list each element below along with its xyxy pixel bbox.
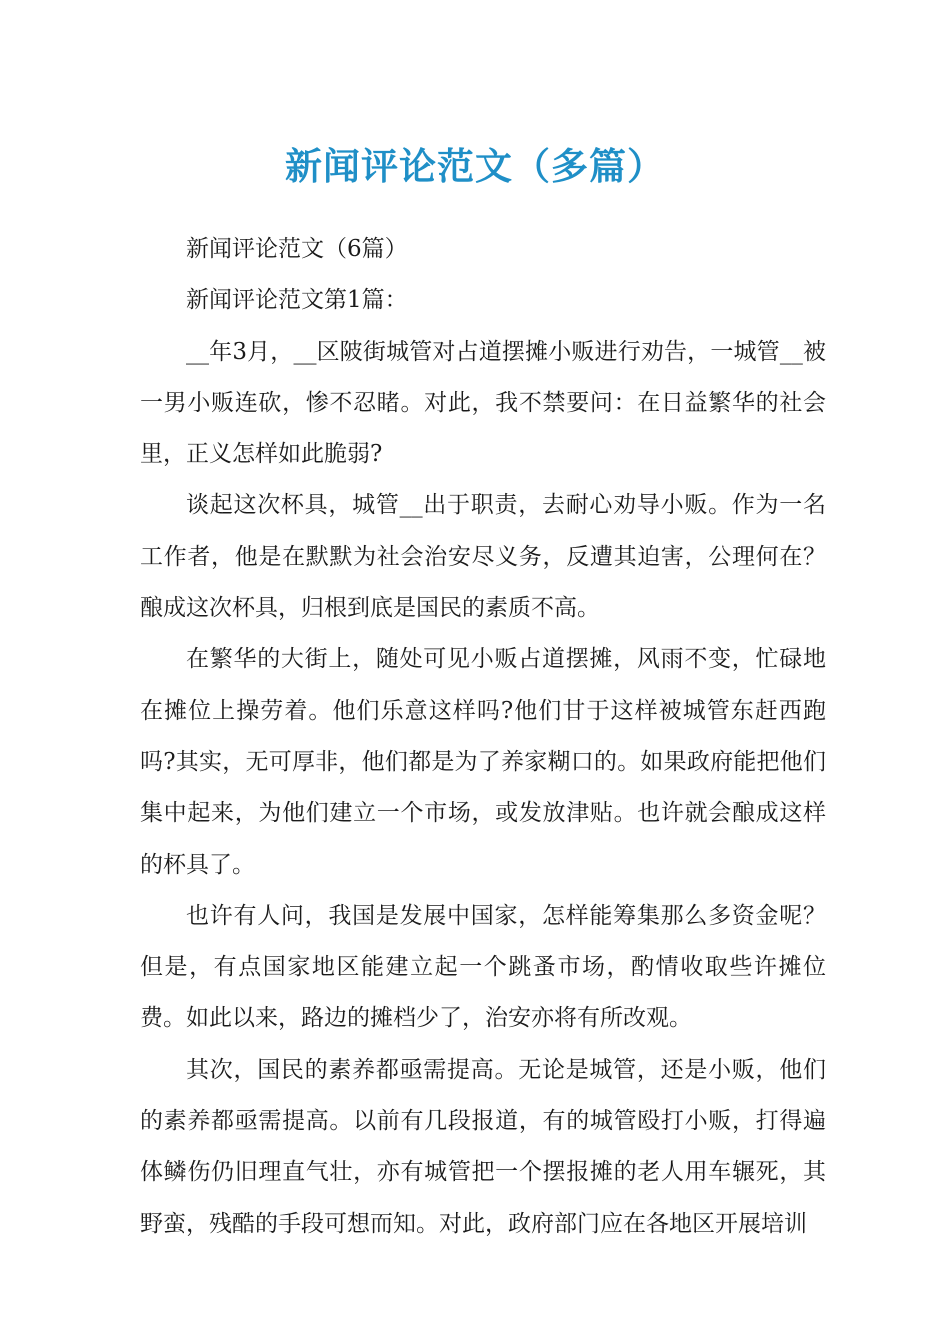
paragraph: 也许有人问，我国是发展中国家，怎样能筹集那么多资金呢？但是，有点国家地区能建立起一个跳蚤市场，酌情收取些许摊位费。如此以来，路边的摊档少了，治安亦将有所改观。 [140,902,826,1032]
paragraph-heading: 新闻评论范文（6篇） [186,236,408,262]
paragraph: __年3月，__区陂街城管对占道摆摊小贩进行劝告，一城管__被一男小贩连砍，惨不忍睹。对此，我不禁要问：在日益繁华的社会里，正义怎样如此脆弱? [140,338,826,468]
paragraph: 谈起这次杯具，城管__出于职责，去耐心劝导小贩。作为一名工作者，他是在默默为社会治安尽义务，反遭其迫害，公理何在？酿成这次杯具，归根到底是国民的素质不高。 [140,492,826,622]
document-body [140,224,826,1250]
document-title: 新闻评论范文（多篇） [285,144,665,188]
paragraph: 在繁华的大街上，随处可见小贩占道摆摊，风雨不变，忙碌地在摊位上操劳着。他们乐意这样吗?他们甘于这样被城管东赶西跑吗?其实，无可厚非，他们都是为了养家糊口的。如果政府能把他们集中起来，为他们建立一个市场，或发放津贴。也许就会酿成这样的杯具了。 [140,646,826,878]
paragraph-subheading: 新闻评论范文第1篇： [186,287,408,314]
paragraph: 其次，国民的素养都亟需提高。无论是城管，还是小贩，他们的素养都亟需提高。以前有几段报道，有的城管殴打小贩，打得遍体鳞伤仍旧理直气壮，亦有城管把一个摆报摊的老人用车辗死，其野蛮，残酷的手段可想而知。对此，政府部门应在各地区开展培训 [140,1056,826,1237]
